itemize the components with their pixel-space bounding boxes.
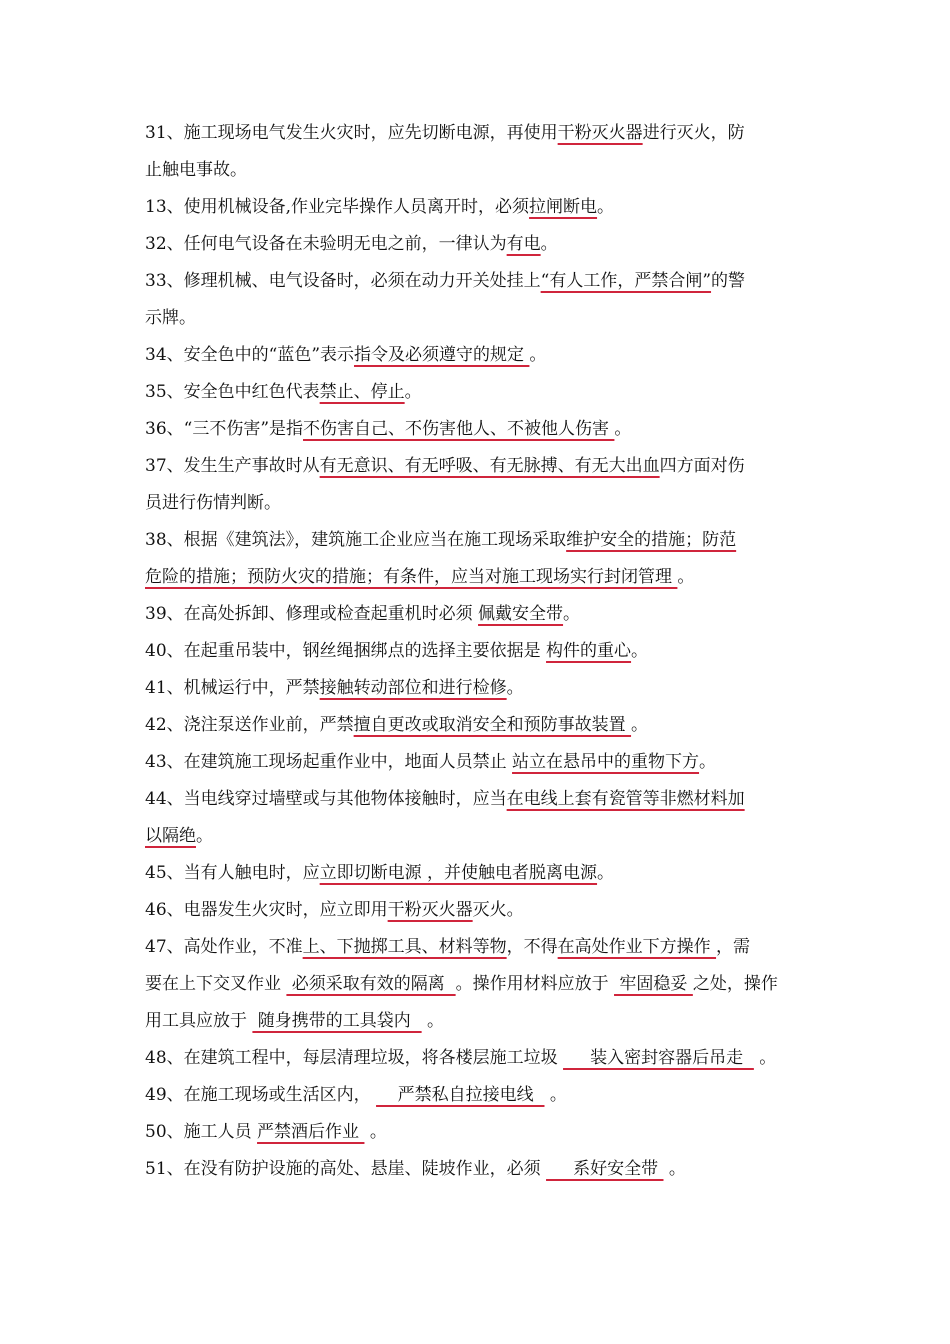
question-text: 。 [631, 715, 649, 735]
question-text: 。 [506, 678, 524, 698]
text-line [145, 818, 810, 855]
question-text: 44、当电线穿过墙壁或与其他物体接触时，应当 [145, 789, 507, 809]
answer-underline: 构件的重心 [546, 641, 632, 661]
text-line [145, 115, 810, 152]
answer-underline: 立即切断电源 ，并使触电者脱离电源 [319, 863, 598, 883]
text-line [145, 300, 810, 337]
answer-underline: 有无意识、有无呼吸、有无脉搏、有无大出血 [319, 456, 660, 476]
text-line [145, 781, 810, 818]
question-text: 之处，操作 [692, 974, 778, 994]
question-item-37 [145, 448, 810, 522]
answer-underline: 有电 [506, 234, 541, 254]
question-list [145, 115, 810, 1188]
question-text: 33、修理机械、电气设备时，必须在动力开关处挂上 [145, 271, 541, 291]
question-item-45 [145, 855, 810, 892]
text-line [145, 1114, 810, 1151]
question-text: ，需 [716, 937, 751, 957]
question-text: 。 [597, 197, 615, 217]
question-text: 51、在没有防护设施的高处、悬崖、陡坡作业，必须 [145, 1159, 547, 1179]
question-text: 灭火。 [472, 900, 524, 920]
answer-underline: 不伤害自己、不伤害他人、不被他人伤害 [303, 419, 615, 439]
text-line [145, 189, 810, 226]
text-line [145, 929, 810, 966]
question-text: 。 [544, 1085, 567, 1105]
text-line [145, 263, 810, 300]
text-line [145, 522, 810, 559]
text-line [145, 1040, 810, 1077]
text-line [145, 966, 810, 1003]
text-line [145, 485, 810, 522]
question-text: 四方面对伤 [659, 456, 745, 476]
question-text: 员进行伤情判断。 [145, 493, 281, 513]
question-item-43 [145, 744, 810, 781]
answer-underline: 佩戴安全带 [478, 604, 564, 624]
question-text: 。 [404, 382, 422, 402]
answer-underline: 装入密封容器后吊走 [563, 1048, 754, 1068]
question-text: 。 [677, 567, 695, 587]
question-item-38 [145, 522, 810, 596]
question-text: 41、机械运行中，严禁 [145, 678, 320, 698]
answer-underline: 站立在悬吊中的重物下方 [512, 752, 700, 772]
question-text: 32、任何电气设备在未验明无电之前，一律认为 [145, 234, 507, 254]
question-text: 。 [699, 752, 717, 772]
question-text: 35、安全色中红色代表 [145, 382, 320, 402]
answer-underline: 维护安全的措施；防范 [566, 530, 737, 550]
question-item-51 [145, 1151, 810, 1188]
question-text: 。 [614, 419, 632, 439]
text-line [145, 374, 810, 411]
answer-underline: 接触转动部位和进行检修 [319, 678, 507, 698]
question-item-31 [145, 115, 810, 189]
question-text: 。 [364, 1122, 387, 1142]
text-line [145, 633, 810, 670]
question-text: 要在上下交叉作业 [145, 974, 287, 994]
text-line [145, 670, 810, 707]
question-text: 49、在施工现场或生活区内， [145, 1085, 377, 1105]
question-text: 。 [421, 1011, 445, 1031]
text-line [145, 892, 810, 929]
question-text: 50、施工人员 [145, 1122, 258, 1142]
question-item-41 [145, 670, 810, 707]
answer-underline: 严禁私自拉接电线 [376, 1085, 545, 1105]
text-line [145, 1151, 810, 1188]
question-item-47 [145, 929, 810, 1040]
answer-underline: 严禁酒后作业 [257, 1122, 365, 1142]
question-item-34 [145, 337, 810, 374]
question-text: 34、安全色中的“蓝色”表示 [145, 345, 355, 365]
question-text: 40、在起重吊装中，钢丝绳捆绑点的选择主要依据是 [145, 641, 547, 661]
question-text: 。 [631, 641, 649, 661]
question-text: 48、在建筑工程中，每层清理垃圾，将各楼层施工垃圾 [145, 1048, 564, 1068]
text-line [145, 707, 810, 744]
question-item-35 [145, 374, 810, 411]
question-text: 43、在建筑施工现场起重作业中，地面人员禁止 [145, 752, 513, 772]
question-item-39 [145, 596, 810, 633]
answer-underline: 牢固稳妥 [614, 974, 693, 994]
question-item-42 [145, 707, 810, 744]
question-text: 。 [597, 863, 615, 883]
answer-underline: 以隔绝 [145, 826, 196, 846]
question-text: 。 [753, 1048, 777, 1068]
answer-underline: 干粉灭火器 [387, 900, 473, 920]
question-text: 。操作用材料应放于 [455, 974, 615, 994]
text-line [145, 596, 810, 633]
question-text: 。 [529, 345, 547, 365]
answer-underline: 指令及必须遵守的规定 [354, 345, 530, 365]
question-text: 36、“三不伤害”是指 [145, 419, 304, 439]
question-text: 37、发生生产事故时从 [145, 456, 320, 476]
question-item-13 [145, 189, 810, 226]
question-text: 39、在高处拆卸、修理或检查起重机时必须 [145, 604, 479, 624]
question-item-44 [145, 781, 810, 855]
answer-underline: 擅自更改或取消安全和预防事故装置 [353, 715, 632, 735]
question-text: 。 [663, 1159, 686, 1179]
text-line [145, 855, 810, 892]
answer-underline: 在高处作业下方操作 [557, 937, 717, 957]
question-text: 用工具应放于 [145, 1011, 253, 1031]
question-text: 的警 [711, 271, 746, 291]
answer-underline: 随身携带的工具袋内 [252, 1011, 422, 1031]
answer-underline: 系好安全带 [546, 1159, 664, 1179]
question-text: 。 [563, 604, 581, 624]
question-text: 进行灭火，防 [642, 123, 745, 143]
question-text: 47、高处作业，不准 [145, 937, 303, 957]
question-text: 46、电器发生火灾时，应立即用 [145, 900, 388, 920]
question-item-48 [145, 1040, 810, 1077]
text-line [145, 744, 810, 781]
question-text: 31、施工现场电气发生火灾时，应先切断电源，再使用 [145, 123, 558, 143]
text-line [145, 1003, 810, 1040]
answer-underline: 在电线上套有瓷管等非燃材料加 [506, 789, 745, 809]
text-line [145, 411, 810, 448]
question-text: 止触电事故。 [145, 160, 247, 180]
question-text: 42、浇注泵送作业前，严禁 [145, 715, 354, 735]
text-line [145, 152, 810, 189]
question-item-50 [145, 1114, 810, 1151]
question-text: 38、根据《建筑法》，建筑施工企业应当在施工现场采取 [145, 530, 567, 550]
answer-underline: 拉闸断电 [529, 197, 598, 217]
question-text: 13、使用机械设备,作业完毕操作人员离开时，必须 [145, 197, 530, 217]
text-line [145, 559, 810, 596]
text-line [145, 337, 810, 374]
text-line [145, 226, 810, 263]
question-text: 45、当有人触电时，应 [145, 863, 320, 883]
answer-underline: 禁止、停止 [319, 382, 405, 402]
question-item-32 [145, 226, 810, 263]
text-line [145, 1077, 810, 1114]
answer-underline: 干粉灭火器 [557, 123, 643, 143]
question-item-49 [145, 1077, 810, 1114]
answer-underline: 危险的措施；预防火灾的措施；有条件，应当对施工现场实行封闭管理 [145, 567, 678, 587]
answer-underline: 必须采取有效的隔离 [286, 974, 456, 994]
question-item-33 [145, 263, 810, 337]
question-text: 。 [196, 826, 213, 846]
question-item-46 [145, 892, 810, 929]
answer-underline: “有人工作，严禁合闸” [540, 271, 712, 291]
question-text: ，不得 [506, 937, 558, 957]
question-text: 示牌。 [145, 308, 196, 328]
answer-underline: 上、下抛掷工具、材料等物 [302, 937, 507, 957]
question-item-36 [145, 411, 810, 448]
question-item-40 [145, 633, 810, 670]
text-line [145, 448, 810, 485]
question-text: 。 [540, 234, 558, 254]
